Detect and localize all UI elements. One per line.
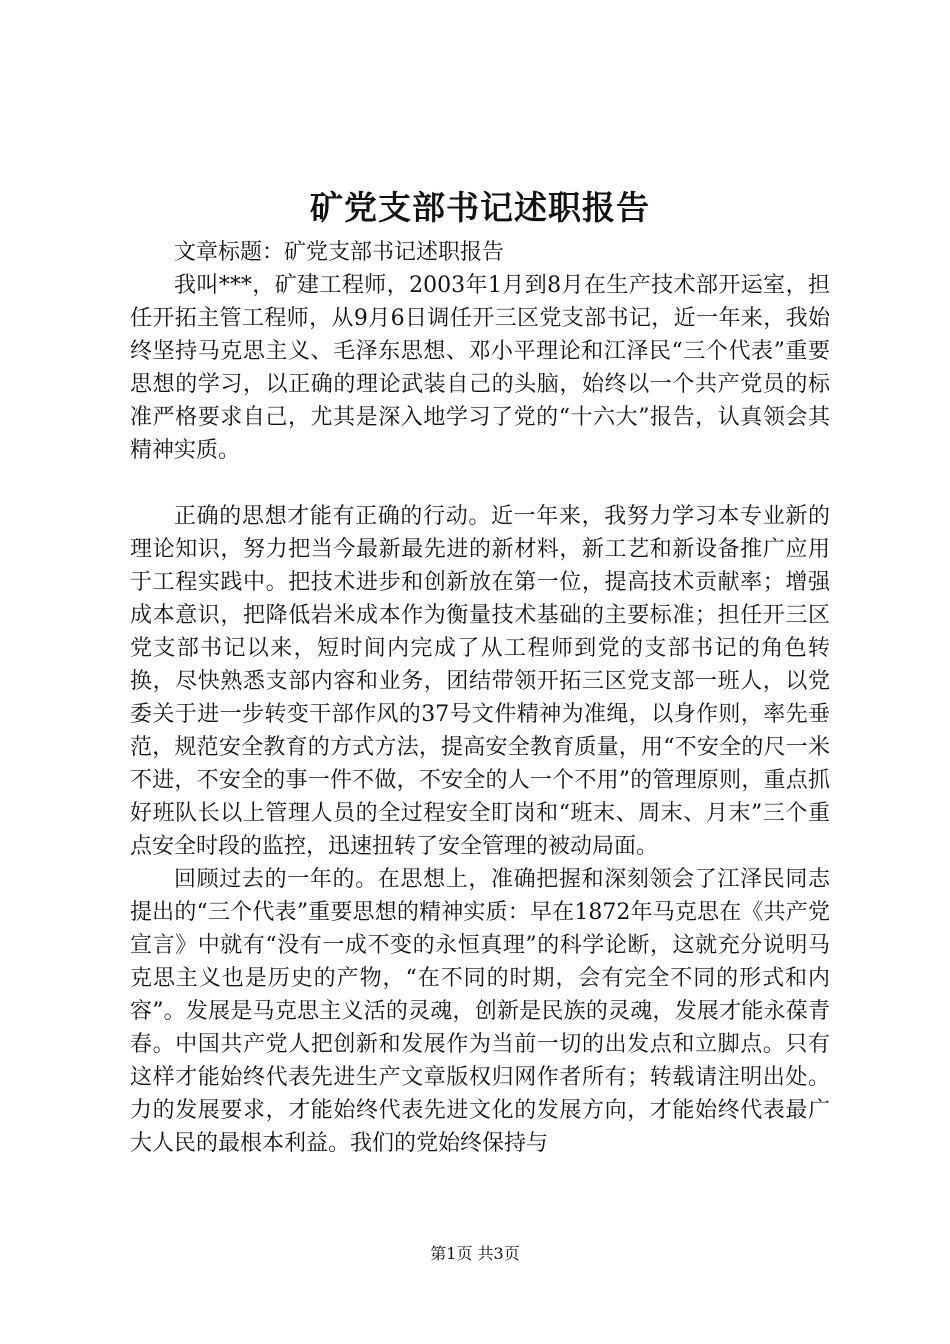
page-footer: 第1页 共3页 [430, 1244, 520, 1263]
document-title: 矿党支部书记述职报告 [310, 188, 650, 227]
document-body [130, 236, 830, 1160]
paragraph-work: 正确的思想才能有正确的行动。近一年来，我努力学习本专业新的理论知识，努力把当今最新最先进的新材料，新工艺和新设备推广应用于工程实践中。把技术进步和创新放在第一位，提高技术贡献率；增强成本意识，把降低岩米成本作为衡量技术基础的主要标准；担任开三区党支部书记以来，短时间内完成了从工程师到党的支部书记的角色转换，尽快熟悉支部内容和业务，团结带领开拓三区党支部一班人，以党委关于进一步转变干部作风的37号文件精神为准绳，以身作则，率先垂范，规范安全教育的方式方法，提高安全教育质量，用“不安全的尺一米不进，不安全的事一件不做，不安全的人一个不用”的管理原则，重点抓好班队长以上管理人员的全过程安全盯岗和“班末、周末、月末”三个重点安全时段的监控，迅速扭转了安全管理的被动局面。 [130, 504, 830, 859]
paragraph-spacer [130, 467, 830, 500]
paragraph-intro: 我叫***，矿建工程师，2003年1月到8月在生产技术部开运室，担任开拓主管工程师，从9月6日调任开三区党支部书记，近一年来，我始终坚持马克思主义、毛泽东思想、邓小平理论和江泽民“三个代表”重要思想的学习，以正确的理论武装自己的头脑，始终以一个共产党员的标准严格要求自己，尤其是深入地学习了党的“十六大”报告，认真领会其精神实质。 [130, 273, 830, 463]
article-title-line: 文章标题：矿党支部书记述职报告 [174, 240, 505, 265]
paragraph-review: 回顾过去的一年的。在思想上，准确把握和深刻领会了江泽民同志提出的“三个代表”重要思想的精神实质：早在1872年马克思在《共产党宣言》中就有“没有一成不变的永恒真理”的科学论断，这就充分说明马克思主义也是历史的产物，“在不同的时期，会有完全不同的形式和内容”。发展是马克思主义活的灵魂，创新是民族的灵魂，发展才能永葆青春。中国共产党人把创新和发展作为当前一切的出发点和立脚点。只有这样才能始终代表先进生产文章版权归网作者所有；转载请注明出处。力的发展要求，才能始终代表先进文化的发展方向，才能始终代表最广大人民的最根本利益。我们的党始终保持与 [130, 867, 830, 1156]
